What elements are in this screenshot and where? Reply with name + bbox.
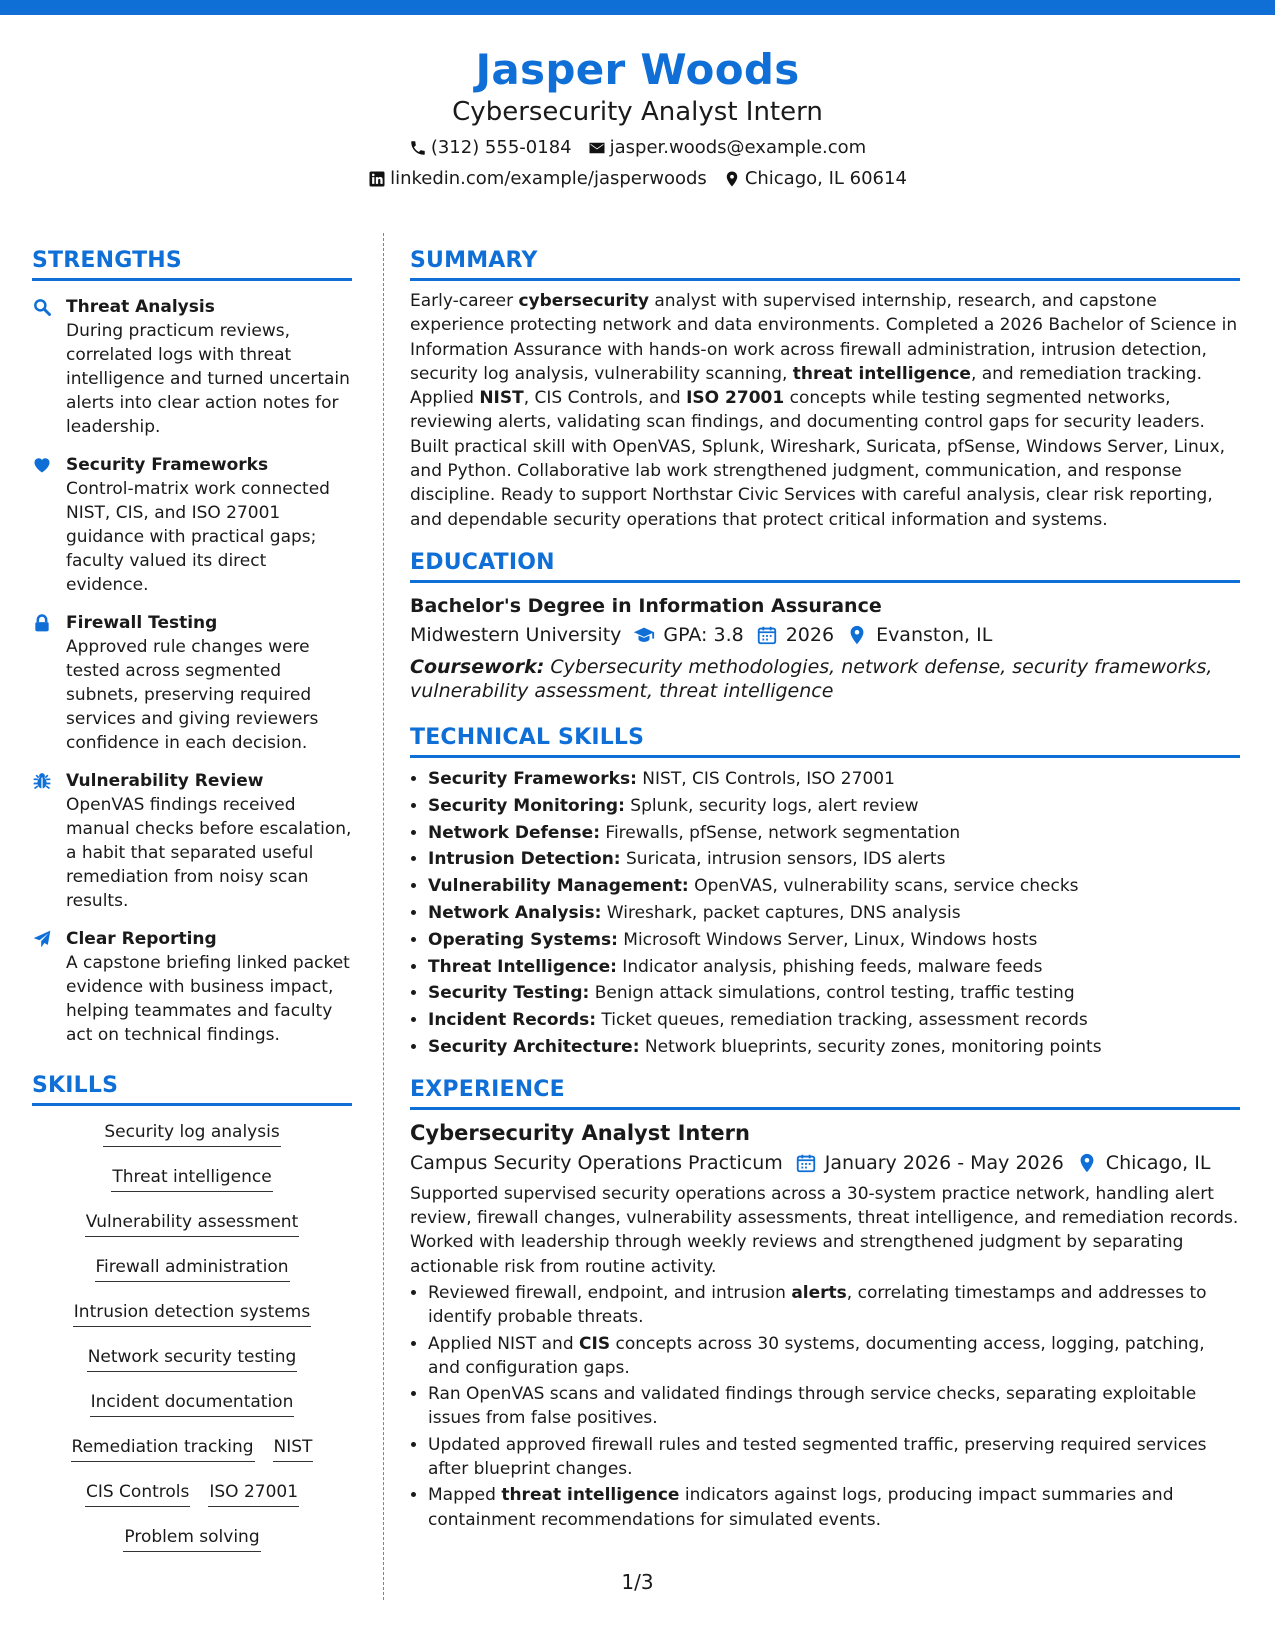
skill-chip: Threat intelligence (111, 1165, 272, 1192)
skills-row (32, 1120, 352, 1165)
strength-item (32, 769, 352, 913)
paper-plane-icon (32, 929, 52, 949)
technical-skill-item: • Security Architecture: Network blueprints, security zones, monitoring points (428, 1034, 1240, 1061)
envelope-icon (588, 139, 606, 157)
map-pin-icon (1076, 1152, 1098, 1174)
candidate-name: Jasper Woods (475, 45, 800, 94)
gpa: GPA: 3.8 (663, 623, 744, 646)
page-number: 1/3 (621, 1570, 654, 1594)
calendar-icon (795, 1152, 817, 1174)
organization: Campus Security Operations Practicum (410, 1151, 783, 1174)
graduation-year: 2026 (785, 623, 835, 646)
skills-row (32, 1165, 352, 1210)
technical-skill-item: • Operating Systems: Microsoft Windows Server, Linux, Windows hosts (428, 927, 1240, 954)
skill-chip: Network security testing (87, 1345, 298, 1372)
skill-chip: Vulnerability assessment (85, 1210, 299, 1237)
skill-chip: NIST (273, 1435, 314, 1462)
strength-desc: Control-matrix work connected NIST, CIS, and ISO 27001 guidance with practical gaps; faculty valued its direct evidence. (66, 479, 330, 595)
phone-icon (409, 139, 427, 157)
calendar-icon (756, 624, 778, 646)
technical-skill-item: • Vulnerability Management: OpenVAS, vulnerability scans, service checks (428, 873, 1240, 900)
strength-name: Clear Reporting (66, 929, 217, 949)
skills-row (32, 1390, 352, 1435)
technical-skill-item: • Security Frameworks: NIST, CIS Controls, ISO 27001 (428, 766, 1240, 793)
skills-row (32, 1525, 352, 1570)
skills-row (32, 1210, 352, 1255)
job-summary: Supported supervised security operations across a 30-system practice network, handling alert review, firewall changes, vulnerability assessments, threat intelligence, and remediation records. Worked with leadership through weekly reviews and strengthened judgment by separating actionable risk from routine activity. (410, 1183, 1239, 1277)
school-name: Midwestern University (410, 623, 622, 646)
left-column (32, 246, 352, 1570)
skills-row (32, 1345, 352, 1390)
skill-chip: Remediation tracking (71, 1435, 255, 1462)
linkedin-icon (368, 170, 386, 188)
strength-name: Firewall Testing (66, 613, 218, 633)
technical-skill-item: • Security Testing: Benign attack simulations, control testing, traffic testing (428, 980, 1240, 1007)
skills-heading: SKILLS (32, 1071, 352, 1106)
school-location: Evanston, IL (876, 623, 993, 646)
skills-row (32, 1480, 352, 1525)
skill-chip: CIS Controls (85, 1480, 190, 1507)
strength-desc: OpenVAS findings received manual checks before escalation, a habit that separated useful remediation from noisy scan results. (66, 795, 352, 911)
strength-desc: A capstone briefing linked packet evidence with business impact, helping teammates and faculty act on technical findings. (66, 953, 350, 1045)
contact-location: Chicago, IL 60614 (723, 167, 907, 191)
strength-item (32, 295, 352, 439)
strength-desc: During practicum reviews, correlated logs with threat intelligence and turned uncertain alerts into clear action notes for leadership. (66, 321, 350, 437)
technical-skill-item: • Threat Intelligence: Indicator analysis, phishing feeds, malware feeds (428, 954, 1240, 981)
strength-item (32, 611, 352, 755)
summary-heading: SUMMARY (410, 246, 1240, 281)
right-column (410, 246, 1240, 1534)
column-divider (383, 233, 384, 1600)
contact-info (0, 136, 1275, 191)
skill-chip: Security log analysis (103, 1120, 280, 1147)
top-accent-bar (0, 0, 1275, 15)
job-bullet: • Updated approved firewall rules and tested segmented traffic, preserving required services after blueprint changes. (428, 1433, 1240, 1482)
job-bullets (410, 1281, 1240, 1532)
skills-list (32, 1120, 352, 1570)
skills-row (32, 1435, 352, 1480)
technical-skill-item: • Network Analysis: Wireshark, packet captures, DNS analysis (428, 900, 1240, 927)
job-bullet: • Mapped threat intelligence indicators against logs, producing impact summaries and containment recommendations for simulated events. (428, 1483, 1240, 1532)
contact-linkedin[interactable]: linkedin.com/example/jasperwoods (368, 167, 707, 191)
degree-name: Bachelor's Degree in Information Assurance (410, 594, 882, 617)
education-heading: EDUCATION (410, 548, 1240, 583)
job-bullet: • Ran OpenVAS scans and validated findings through service checks, separating exploitable issues from false positives. (428, 1382, 1240, 1431)
strength-desc: Approved rule changes were tested across segmented subnets, preserving required services and giving reviewers confidence in each decision. (66, 637, 319, 753)
candidate-title: Cybersecurity Analyst Intern (452, 97, 823, 127)
job-location: Chicago, IL (1105, 1151, 1211, 1174)
skill-chip: Intrusion detection systems (73, 1300, 311, 1327)
skills-row (32, 1300, 352, 1345)
technical-skill-item: • Network Defense: Firewalls, pfSense, network segmentation (428, 820, 1240, 847)
map-pin-icon (723, 170, 741, 188)
education-details (410, 621, 1240, 649)
skill-chip: Incident documentation (90, 1390, 295, 1417)
lock-icon (32, 613, 52, 633)
strength-name: Security Frameworks (66, 455, 269, 475)
graduation-cap-icon (633, 624, 655, 646)
job-dates: January 2026 - May 2026 (824, 1151, 1064, 1174)
technical-skill-item: • Security Monitoring: Splunk, security logs, alert review (428, 793, 1240, 820)
job-title: Cybersecurity Analyst Intern (410, 1120, 750, 1145)
strength-item (32, 453, 352, 597)
skill-chip: ISO 27001 (208, 1480, 299, 1507)
experience-heading: EXPERIENCE (410, 1075, 1240, 1110)
coursework: Coursework: Cybersecurity methodologies, network defense, security frameworks, vulnerability assessment, threat intelligence (410, 655, 1213, 702)
map-pin-icon (846, 624, 868, 646)
bug-icon (32, 771, 52, 791)
heart-icon (32, 455, 52, 475)
technical-skill-item: • Incident Records: Ticket queues, remediation tracking, assessment records (428, 1007, 1240, 1034)
skill-chip: Firewall administration (95, 1255, 290, 1282)
skill-chip: Problem solving (123, 1525, 260, 1552)
strength-item (32, 927, 352, 1047)
strengths-heading: STRENGTHS (32, 246, 352, 281)
strength-name: Vulnerability Review (66, 771, 264, 791)
technical-skills-list (410, 766, 1240, 1061)
job-bullet: • Reviewed firewall, endpoint, and intrusion alerts, correlating timestamps and addresses to identify probable threats. (428, 1281, 1240, 1330)
resume-header (0, 42, 1275, 198)
technical-skill-item: • Intrusion Detection: Suricata, intrusion sensors, IDS alerts (428, 846, 1240, 873)
job-bullet: • Applied NIST and CIS concepts across 30 systems, documenting access, logging, patching, and configuration gaps. (428, 1332, 1240, 1381)
job-details (410, 1148, 1240, 1178)
strength-name: Threat Analysis (66, 297, 215, 317)
contact-phone[interactable]: (312) 555-0184 (409, 136, 572, 160)
skills-row (32, 1255, 352, 1300)
summary-text: Early-career cybersecurity analyst with supervised internship, research, and capstone experience protecting network and data environments. Completed a 2026 Bachelor of Science in Information Assurance with hands-on work across firewall administration, intrusion detection, security log analysis, vulnerability scanning, threat intelligence, and remediation tracking. Applied NIST, CIS Controls, and ISO 27001 concepts while testing segmented networks, reviewing alerts, validating scan findings, and documenting control gaps for security leaders. Built practical skill with OpenVAS, Splunk, Wireshark, Suricata, pfSense, Windows Server, Linux, and Python. Collaborative lab work strengthened judgment, communication, and response discipline. Ready to support Northstar Civic Services with careful analysis, clear risk reporting, and dependable security operations that protect critical information and systems. (410, 291, 1238, 530)
contact-email[interactable]: jasper.woods@example.com (588, 136, 867, 160)
search-icon (32, 297, 52, 317)
technical-skills-heading: TECHNICAL SKILLS (410, 723, 1240, 758)
